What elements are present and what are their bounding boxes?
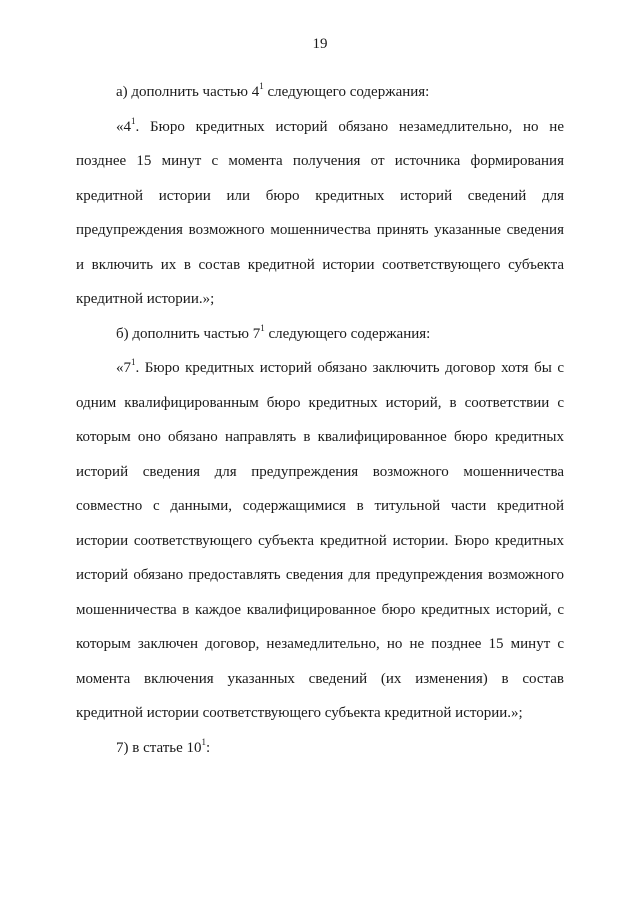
paragraph-text: б) дополнить частью 7 — [116, 325, 261, 342]
paragraph-text: 7) в статье 10 — [116, 739, 202, 756]
superscript-index: 1 — [260, 322, 265, 333]
paragraph-text: «4 — [116, 118, 131, 135]
superscript-index: 1 — [259, 81, 264, 91]
paragraph-text: а) дополнить частью 4 — [116, 84, 260, 100]
paragraph-part-7-1 — [76, 351, 564, 731]
paragraph-text: : — [206, 739, 211, 756]
page-number: 19 — [312, 36, 328, 52]
superscript-index: 1 — [201, 736, 207, 747]
paragraph-part-4-1 — [76, 110, 564, 317]
paragraph-amendment-b — [76, 317, 564, 352]
superscript-index: 1 — [131, 115, 136, 126]
superscript-index: 1 — [131, 357, 136, 367]
paragraph-item-7 — [76, 731, 564, 766]
paragraph-text: следующего содержания: — [264, 325, 431, 342]
paragraph-text: следующего содержания: — [263, 84, 430, 100]
paragraph-text: «7 — [116, 360, 131, 376]
paragraph-amendment-a — [76, 75, 564, 110]
document-body — [76, 75, 564, 765]
paragraph-text: . Бюро кредитных историй обязано заключить договор хотя бы с одним квалифицированным бюро кредитных историй, в соответствии с которым оно обязано направлять в квалифицированное бюро кредитных историй сведения для предупреждения возможного мошенничества совместно с данными, содержащимися в титульной части кредитной истории соответствующего субъекта кредитной истории. Бюро кредитных историй обязано предоставлять сведения для предупреждения возможного мошенничества в каждое квалифицированное бюро кредитных историй, с которым заключен договор, незамедлительно, но не позднее 15 минут с момента включения указанных сведений (их изменения) в состав кредитной истории соответствующего субъекта кредитной истории.»; — [76, 360, 564, 721]
paragraph-text: . Бюро кредитных историй обязано незамедлительно, но не позднее 15 минут с момента получения от источника формирования кредитной истории или бюро кредитных историй сведений для предупреждения возможного мошенничества принять указанные сведения и включить их в состав кредитной истории соответствующего субъекта кредитной истории.»; — [76, 118, 564, 307]
